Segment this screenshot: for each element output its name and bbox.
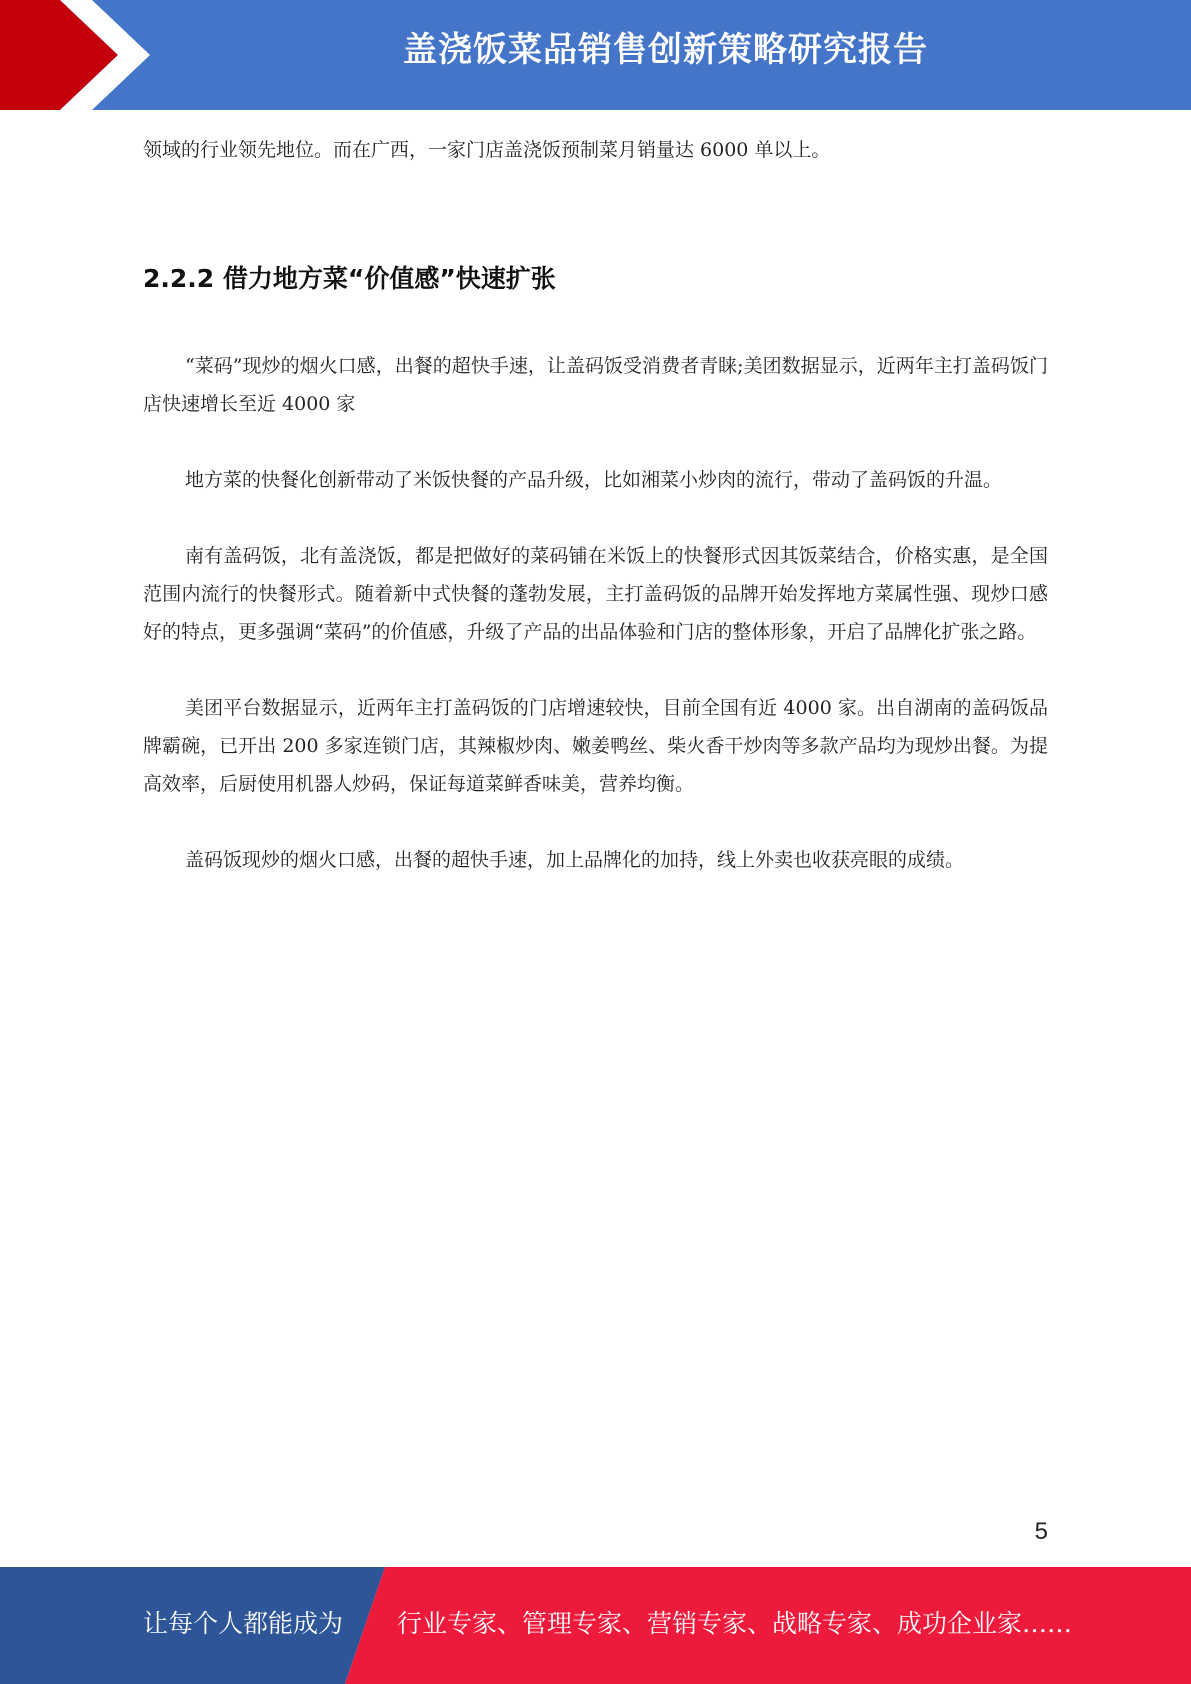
body-paragraph: 美团平台数据显示，近两年主打盖码饭的门店增速较快，目前全国有近 4000 家。出自湖南的盖码饭品牌霸碗，已开出 200 多家连锁门店，其辣椒炒肉、嫩姜鸭丝、柴火香干炒肉等多款产品均为现炒出餐。为提高效率，后厨使用机器人炒码，保证每道菜鲜香味美，营养均衡。 — [143, 697, 1048, 795]
page-header — [0, 0, 1191, 110]
header-arrow-decoration — [0, 0, 160, 110]
body-paragraph: 南有盖码饭，北有盖浇饭，都是把做好的菜码铺在米饭上的快餐形式因其饭菜结合，价格实惠，是全国范围内流行的快餐形式。随着新中式快餐的蓬勃发展，主打盖码饭的品牌开始发挥地方菜属性强、现炒口感好的特点，更多强调“菜码”的价值感，升级了产品的出品体验和门店的整体形象，开启了品牌化扩张之路。 — [143, 545, 1048, 643]
section-heading: 2.2.2 借力地方菜“价值感”快速扩张 — [143, 264, 556, 293]
footer-slogan-left: 让每个人都能成为 — [143, 1609, 344, 1638]
body-paragraph: 地方菜的快餐化创新带动了米饭快餐的产品升级，比如湘菜小炒肉的流行，带动了盖码饭的升温。 — [185, 469, 1003, 491]
footer-slogan-right: 行业专家、管理专家、营销专家、战略专家、成功企业家…… — [397, 1609, 1073, 1638]
page-footer — [0, 1567, 1191, 1684]
page-number: 5 — [1034, 1518, 1048, 1545]
body-paragraph: “菜码”现炒的烟火口感，出餐的超快手速，让盖码饭受消费者青睐;美团数据显示，近两年主打盖码饭门店快速增长至近 4000 家 — [143, 355, 1048, 415]
body-paragraph: 盖码饭现炒的烟火口感，出餐的超快手速，加上品牌化的加持，线上外卖也收获亮眼的成绩。 — [185, 849, 965, 871]
intro-paragraph: 领域的行业领先地位。而在广西，一家门店盖浇饭预制菜月销量达 6000 单以上。 — [143, 139, 831, 161]
report-title: 盖浇饭菜品销售创新策略研究报告 — [403, 30, 928, 70]
document-body — [143, 131, 1048, 879]
